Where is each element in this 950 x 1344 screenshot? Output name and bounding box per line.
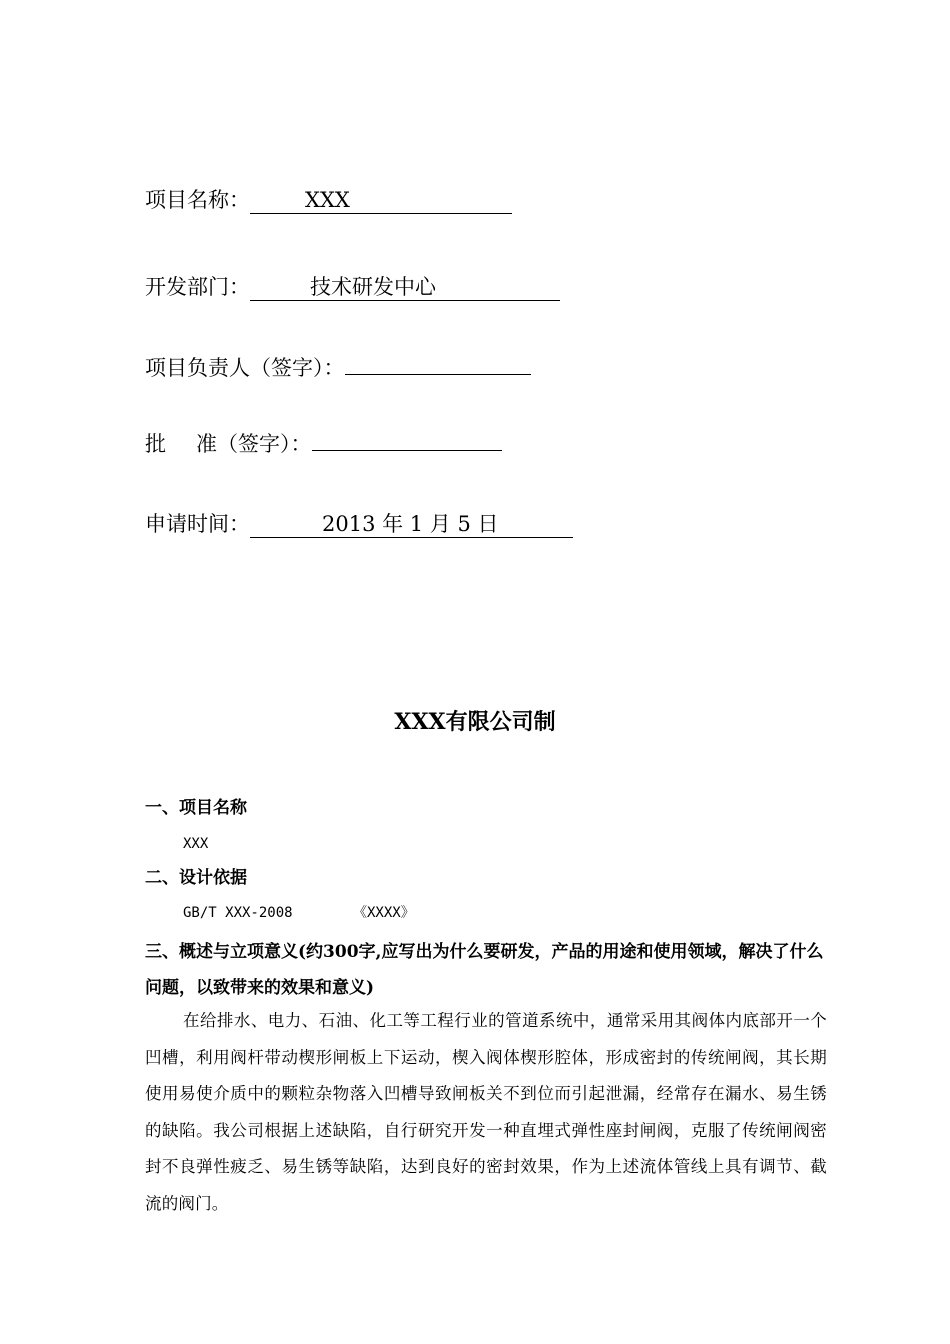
approve-label-first: 批 xyxy=(145,432,166,456)
approval-signature-line xyxy=(312,424,502,451)
project-name-label: 项目名称： xyxy=(145,188,250,212)
apply-date-label: 申请时间： xyxy=(145,512,250,536)
dept-label: 开发部门： xyxy=(145,275,250,299)
section2-doc: 《XXXX》 xyxy=(353,905,415,921)
project-name-underline xyxy=(250,187,512,214)
leader-signature-line xyxy=(345,348,531,375)
dept-field xyxy=(145,273,560,301)
project-name-value: XXX xyxy=(305,188,350,212)
approve-label-second: 准（签字）： xyxy=(196,432,312,456)
section3-title: 三、概述与立项意义(约300字,应写出为什么要研发，产品的用途和使用领域，解决了什么问题，以致带来的效果和意义) xyxy=(145,942,824,998)
section3-body: 在给排水、电力、石油、化工等工程行业的管道系统中，通常采用其阀体内底部开一个凹槽，利用阀杆带动楔形闸板上下运动，楔入阀体楔形腔体，形成密封的传统闸阀，其长期使用易使介质中的颗粒杂物落入凹槽导致闸板关不到位而引起泄漏，经常存在漏水、易生锈的缺陷。我公司根据上述缺陷，自行研究开发一种直埋式弹性座封闸阀，克服了传统闸阀密封不良弹性疲乏、易生锈等缺陷，达到良好的密封效果，作为上述流体管线上具有调节、截流的阀门。 xyxy=(145,1011,827,1213)
company-name: XXX有限公司制 xyxy=(394,709,556,735)
project-name-field xyxy=(145,186,512,214)
approval-signature-field xyxy=(145,424,502,458)
apply-date-underline xyxy=(250,511,573,538)
section1-title: 一、项目名称 xyxy=(145,798,247,818)
apply-date-field xyxy=(145,510,573,538)
dept-value: 技术研发中心 xyxy=(310,275,436,299)
dept-underline xyxy=(250,274,560,301)
section2-title: 二、设计依据 xyxy=(145,868,247,888)
leader-label: 项目负责人（签字）： xyxy=(145,356,345,380)
leader-signature-field xyxy=(145,348,531,382)
section1-value: XXX xyxy=(183,836,209,852)
section2-standard: GB/T XXX-2008 xyxy=(183,905,293,921)
apply-date-value: 2013 年 1 月 5 日 xyxy=(322,512,499,536)
